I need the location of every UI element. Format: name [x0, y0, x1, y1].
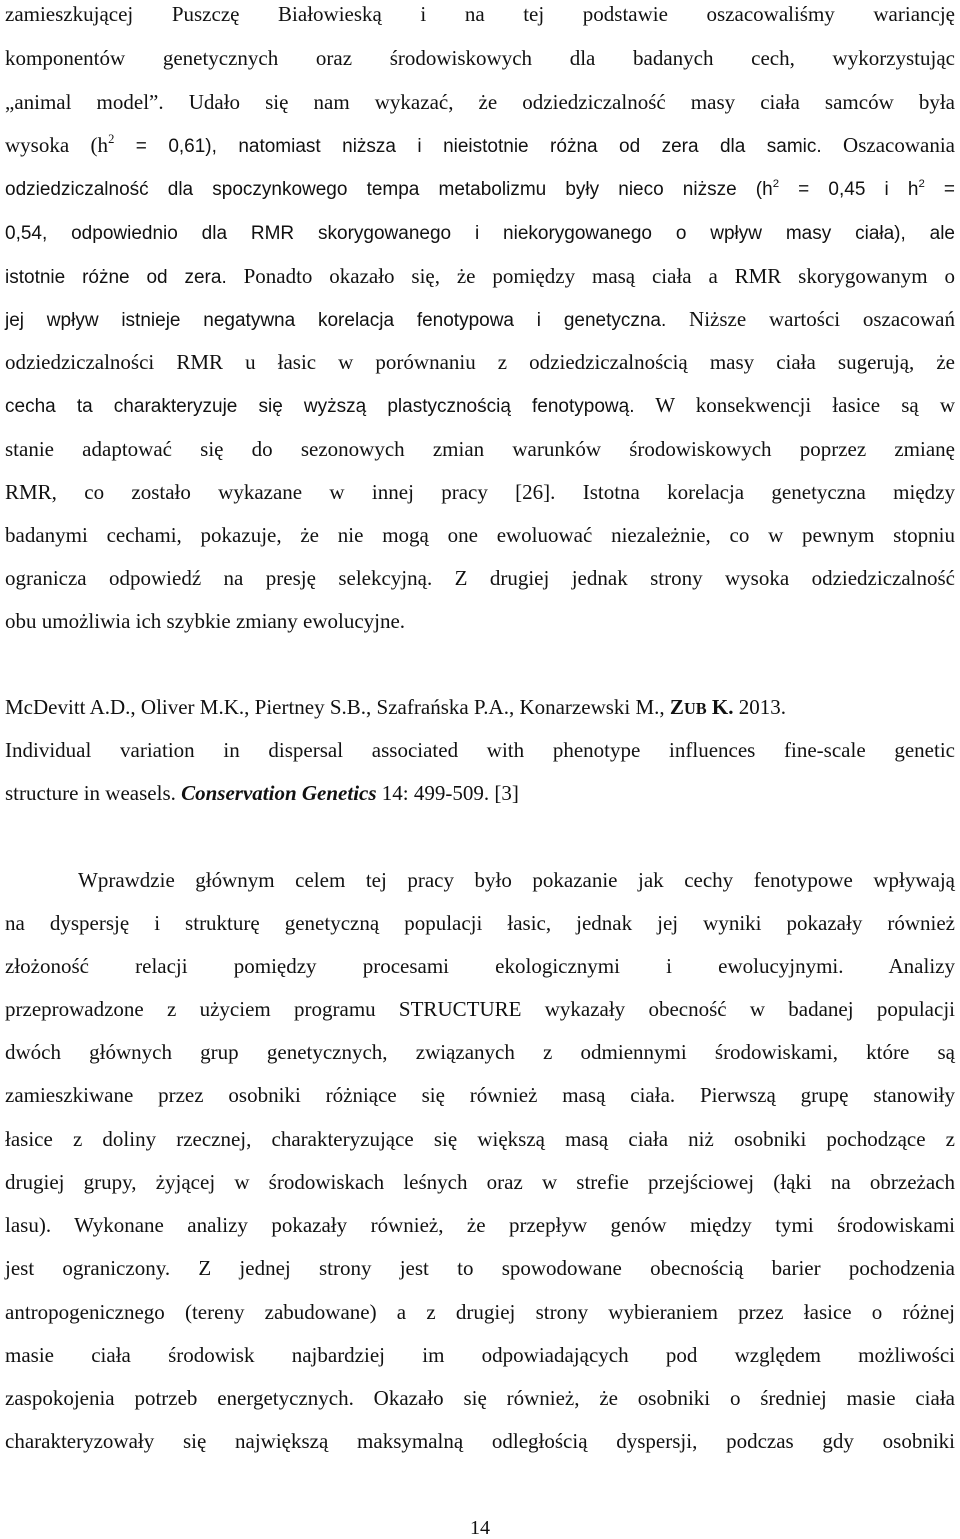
text-fragment: = 0,45 i h	[779, 179, 919, 200]
text-line: antropogenicznego (tereny zabudowane) a z drugiej strony wybieraniem przez łasice o różnej	[5, 1300, 955, 1324]
citation-source	[5, 783, 955, 804]
page-number: 14	[470, 1517, 490, 1539]
text-fragment: structure in weasels.	[5, 781, 182, 805]
text-fragment: istotnie różne od zera.	[5, 267, 227, 288]
superscript: 2	[918, 178, 925, 191]
citation-title: Individual variation in dispersal associated with phenotype influences fine-scale genetic	[5, 738, 955, 762]
text-fragment: W konsekwencji łasice są w	[634, 393, 955, 417]
text-line	[5, 180, 955, 199]
text-line: dwóch głównych grup genetycznych, związanych z odmiennymi środowiskami, które są	[5, 1040, 955, 1064]
text-fragment: K.	[706, 695, 734, 719]
text-line: RMR, co zostało wykazane w innej pracy [26]. Istotna korelacja genetyczna między	[5, 480, 955, 504]
text-line: masie ciała środowisk najbardziej im odpowiadających pod względem możliwości	[5, 1343, 955, 1367]
text-line: przeprowadzone z użyciem programu STRUCTURE wykazały obecność w badanej populacji	[5, 997, 955, 1021]
text-fragment: UB	[683, 699, 707, 718]
text-fragment: Ponadto okazało się, że pomiędzy masą ciała a RMR skorygowanym o	[226, 264, 955, 288]
text-line: stanie adaptować się do sezonowych zmian warunków środowiskowych poprzez zmianę	[5, 437, 955, 461]
text-line: drugiej grupy, żyjącej w środowiskach leśnych oraz w strefie przejściowej (łąki na obrzeżach	[5, 1170, 955, 1194]
text-line: obu umożliwia ich szybkie zmiany ewolucyjne.	[5, 609, 406, 633]
text-line	[5, 132, 955, 157]
citation-authors	[5, 697, 955, 718]
text-fragment: cecha ta charakteryzuje się wyższą plastycznością fenotypową.	[5, 396, 635, 417]
text-line: charakteryzowały się największą maksymalną odległością dyspersji, podczas gdy osobniki	[5, 1429, 955, 1453]
paragraph-first-line: Wprawdzie głównym celem tej pracy było pokazanie jak cechy fenotypowe wpływają	[78, 868, 955, 892]
text-line: 0,54, odpowiednio dla RMR skorygowanego i niekorygowanego o wpływ masy ciała), ale	[5, 223, 955, 244]
text-line: jest ograniczony. Z jednej strony jest to spowodowane obecnością barier pochodzenia	[5, 1256, 955, 1280]
text-fragment: Oszacowania	[821, 133, 955, 157]
text-fragment: odziedziczalność dla spoczynkowego tempa metabolizmu były nieco niższe (h	[5, 179, 773, 200]
text-line	[5, 266, 955, 287]
text-line: „animal model”. Udało się nam wykazać, że odziedziczalność masy ciała samców była	[5, 90, 955, 114]
text-line: złożoność relacji pomiędzy procesami ekologicznymi i ewolucyjnymi. Analizy	[5, 954, 955, 978]
text-fragment: jej wpływ istnieje negatywna korelacja fenotypowa i genetyczna.	[5, 310, 667, 331]
text-line: ogranicza odpowiedź na presję selekcyjną. Z drugiej jednak strony wysoka odziedziczalność	[5, 566, 955, 590]
text-line: łasice z doliny rzecznej, charakteryzujące się większą masą ciała niż osobniki pochodzące z	[5, 1127, 955, 1151]
text-line: odziedziczalności RMR u łasic w porównaniu z odziedziczalnością masy ciała sugerują, że	[5, 350, 955, 374]
citation-author-list: McDevitt A.D., Oliver M.K., Piertney S.B., Szafrańska P.A., Konarzewski M.,	[5, 695, 670, 719]
text-line	[5, 309, 955, 330]
superscript: 2	[772, 178, 780, 191]
text-line: zaspokojenia potrzeb energetycznych. Okazało się również, że osobniki o średniej masie ciała	[5, 1386, 955, 1410]
citation-year: 2013.	[733, 695, 787, 719]
text-line: komponentów genetycznych oraz środowiskowych dla badanych cech, wykorzystując	[5, 46, 955, 70]
text-line: zamieszkiwane przez osobniki różniące się również masą ciała. Pierwszą grupę stanowiły	[5, 1083, 955, 1107]
text-line: na dyspersję i strukturę genetyczną populacji łasic, jednak jej wyniki pokazały również	[5, 911, 955, 935]
text-fragment: 14: 499-509. [3]	[376, 781, 519, 805]
text-fragment: =	[924, 179, 956, 200]
citation-journal: Conservation Genetics	[181, 781, 377, 805]
text-fragment: wysoka (h	[5, 133, 109, 157]
text-line: lasu). Wykonane analizy pokazały również, że przepływ genów między tymi środowiskami	[5, 1213, 955, 1237]
citation-highlighted-author	[670, 695, 734, 719]
text-line	[5, 395, 955, 416]
text-fragment: Niższe wartości oszacowań	[666, 307, 955, 331]
superscript: 2	[108, 132, 115, 147]
text-fragment: = 0,61), natomiast niższa i nieistotnie różna od zera dla samic.	[114, 136, 822, 157]
text-line: badanymi cechami, pokazuje, że nie mogą one ewoluować niezależnie, co w pewnym stopniu	[5, 523, 955, 547]
text-fragment: Z	[669, 695, 684, 719]
text-line: zamieszkującej Puszczę Białowieską i na tej podstawie oszacowaliśmy wariancję	[5, 2, 955, 26]
